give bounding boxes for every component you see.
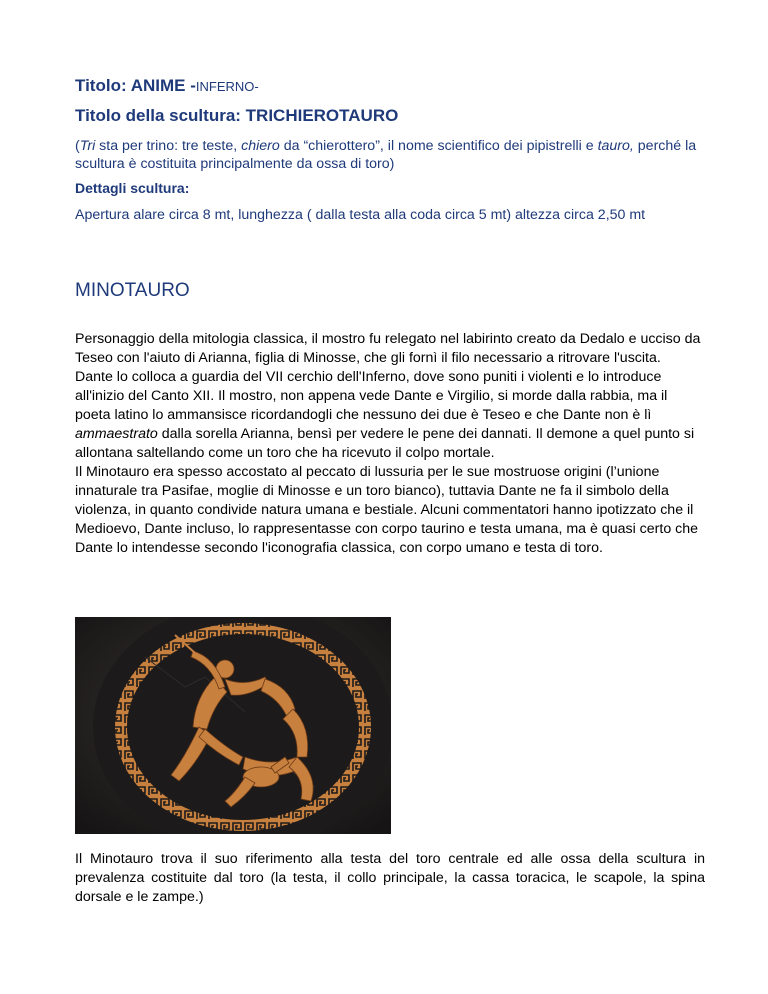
- body-text: [75, 330, 705, 558]
- body-paragraph-1: Personaggio della mitologia classica, il mostro fu relegato nel labirinto creato da Dedalo e ucciso da Teseo con l'aiuto di Arianna, figlia di Minosse, che gli fornì il filo necessario a ritrovare l'uscita.: [75, 331, 701, 366]
- body-paragraph-2: [75, 368, 705, 463]
- body-paragraph-3: Il Minotauro era spesso accostato al peccato di lussuria per le sue mostruose origini (l’unione innaturale tra Pasifae, moglie di Minosse e un toro bianco), tuttavia Dante ne fa il simbolo della violenza, in quanto condivide natura umana e bestiale. Alcuni commentatori hanno ipotizzato che il Medioevo, Dante incluso, lo rappresentasse con corpo taurino e testa umana, ma è quasi certo che Dante lo intendesse secondo l'iconografia classica, con corpo umano e testa di toro.: [75, 464, 699, 556]
- document-title: [75, 76, 259, 96]
- details-heading: Dettagli scultura:: [75, 180, 190, 196]
- body-p2-part-b: dalla sorella Arianna, bensì per vedere le pene dei dannati. Il demone a quel punto si allontana saltellando come un toro che ha ricevuto il colpo mortale.: [75, 426, 695, 461]
- kylix-image: [75, 617, 391, 834]
- sculpture-title: Titolo della scultura: TRICHIEROTAURO: [75, 106, 399, 125]
- intro-open-paren: (: [75, 138, 80, 154]
- intro-paragraph: [75, 137, 705, 173]
- details-text: Apertura alare circa 8 mt, lunghezza ( dalla testa alla coda circa 5 mt) altezza circa 2,50 mt: [75, 207, 646, 223]
- closing-paragraph: Il Minotauro trova il suo riferimento alla testa del toro centrale ed alle ossa della scultura in prevalenza costituite dal toro (la testa, il collo principale, la cassa toracica, le scapole, la spina dorsale e le zampe.): [75, 851, 705, 905]
- title-label: Titolo: ANIME -: [75, 76, 196, 95]
- intro-tri: Tri: [79, 138, 96, 154]
- section-heading: MINOTAURO: [75, 280, 190, 301]
- intro-part2: da “chierottero”, il nome scientifico dei pipistrelli e: [279, 138, 598, 154]
- intro-part1: sta per trino: tre teste,: [95, 138, 242, 154]
- title-suffix: INFERNO-: [195, 79, 259, 94]
- body-p2-part-a: Dante lo colloca a guardia del VII cerchio dell'Inferno, dove sono puniti i violenti e lo introduce all'inizio del Canto XII. Il mostro, non appena vede Dante e Virgilio, si morde dalla rabbia, ma il poeta latino lo ammansisce ricordandogli che nessuno dei due è Teseo e che Dante non è lì: [75, 369, 668, 423]
- body-p2-emphasis: ammaestrato: [75, 426, 158, 442]
- vase-illustration: [75, 617, 391, 834]
- intro-chiero: chiero: [241, 138, 280, 154]
- intro-part3: perché la scultura è costituita principalmente da ossa di toro): [75, 138, 697, 172]
- intro-tauro: tauro,: [597, 138, 634, 154]
